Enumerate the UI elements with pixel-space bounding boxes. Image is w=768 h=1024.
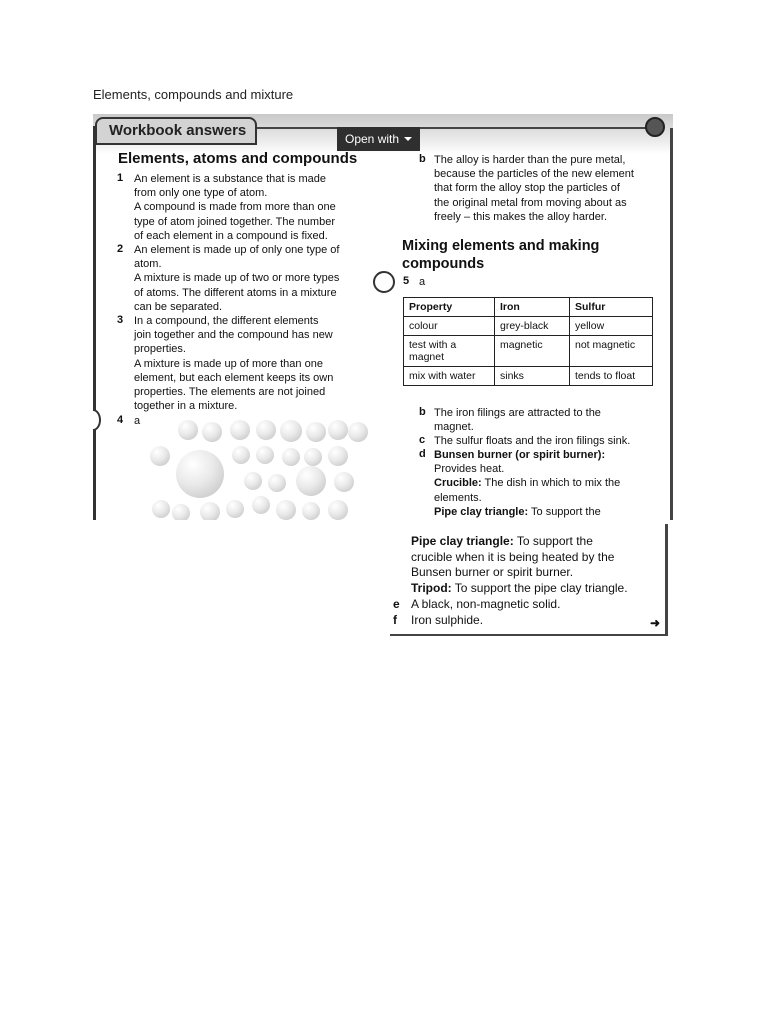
particle (232, 446, 250, 464)
column-header: Sulfur (570, 298, 653, 317)
answer-line: A mixture is made up of two or more types (134, 272, 340, 285)
particle (256, 446, 274, 464)
question-number: 2 (117, 243, 124, 255)
table-cell: yellow (570, 317, 653, 336)
particle (302, 502, 320, 520)
table-cell: test with a magnet (404, 336, 495, 367)
particle-large (176, 450, 224, 498)
particle (334, 472, 354, 492)
question-part: a (134, 415, 141, 427)
margin-marker-icon (93, 409, 101, 431)
left-border (93, 126, 96, 520)
column-header: Iron (495, 298, 570, 317)
particle (348, 422, 368, 442)
particle (268, 474, 286, 492)
continuation-scan-image (390, 524, 668, 636)
particle-diagram (148, 416, 368, 520)
answer-line: of atoms. The different atoms in a mixture (134, 286, 337, 299)
answer-line: atom. (134, 258, 162, 271)
answer-line: join together and the compound has new (134, 329, 333, 342)
definition: crucible when it is being heated by the (411, 549, 615, 564)
particle (252, 496, 270, 514)
answer-line: from only one type of atom. (134, 187, 268, 200)
particle (178, 420, 198, 440)
answer-line: A mixture is made up of more than one (134, 357, 323, 370)
bottom-border (390, 634, 668, 636)
term: Crucible: (434, 477, 482, 490)
table-row (404, 317, 653, 336)
particle (276, 500, 296, 520)
definition: elements. (434, 491, 482, 504)
answer-line: can be separated. (134, 300, 223, 313)
particle (328, 420, 348, 440)
term: Bunsen burner (or spirit burner): (434, 449, 606, 461)
particle (202, 422, 222, 442)
next-arrow-icon[interactable]: ➜ (649, 616, 660, 630)
table-row (404, 336, 653, 367)
section-heading-elements: Elements, atoms and compounds (118, 150, 358, 167)
answer-line: In a compound, the different elements (134, 315, 319, 327)
answer-5b (434, 406, 601, 434)
question-part: a (419, 276, 426, 288)
particle (328, 500, 348, 520)
answer-q1 (134, 172, 336, 243)
particle (304, 448, 322, 466)
open-with-button[interactable] (337, 127, 420, 151)
answer-line: element, but each element keeps its own (134, 371, 334, 384)
answer-q3 (134, 314, 333, 413)
answer-line: that form the alloy stop the particles of (434, 182, 620, 195)
answer-alloy (434, 153, 634, 224)
answer-line: type of atom joined together. The number (134, 215, 335, 228)
particle (282, 448, 300, 466)
answer-line: magnet. (434, 421, 474, 434)
answer-line: properties. (134, 343, 186, 356)
question-number: 1 (117, 172, 124, 184)
header-rule (257, 127, 649, 129)
term: Tripod: (411, 580, 452, 595)
particle (150, 446, 170, 466)
definition: To support the (531, 505, 601, 518)
definition: To support the (513, 534, 593, 548)
answer-line: because the particles of the new element (434, 168, 634, 181)
table-cell: grey-black (495, 317, 570, 336)
table-header-row (404, 298, 653, 317)
question-number: 5 (403, 275, 410, 287)
definition: The dish in which to mix the (484, 477, 621, 490)
table-cell: sinks (495, 367, 570, 386)
table-row (404, 367, 653, 386)
right-border (670, 128, 673, 520)
answer-5c: The sulfur floats and the iron filings sink. (434, 435, 631, 447)
table-cell: not magnetic (570, 336, 653, 367)
workbook-scan-image (93, 114, 673, 520)
margin-circle-icon (373, 271, 395, 293)
section-heading-mixing: Mixing elements and making compounds (402, 238, 600, 272)
table-cell: colour (404, 317, 495, 336)
particle (328, 446, 348, 466)
workbook-tab-label: Workbook answers (109, 122, 247, 139)
particle (244, 472, 262, 490)
column-header: Property (404, 298, 495, 317)
answer-line: An element is a substance that is made (134, 173, 326, 185)
particle (172, 504, 190, 520)
part-label: b (419, 153, 426, 165)
open-with-label: Open with (345, 132, 400, 146)
particle (306, 422, 326, 442)
chevron-down-icon (404, 137, 412, 141)
part-label: d (419, 448, 426, 460)
answer-line: of each element in a compound is fixed. (134, 229, 328, 242)
answer-line: An element is made up of only one type of (134, 244, 340, 256)
term: Pipe clay triangle: (434, 505, 529, 518)
definition: Provides heat. (434, 463, 505, 476)
answer-line: the original metal from moving about as (434, 196, 627, 209)
particle (256, 420, 276, 440)
answer-5d (434, 448, 620, 519)
answer-line: together in a mixture. (134, 400, 238, 413)
right-border (665, 524, 668, 636)
particle (230, 420, 250, 440)
part-label: f (393, 613, 397, 627)
particle (280, 420, 302, 442)
table-cell: magnetic (495, 336, 570, 367)
part-label: b (419, 406, 426, 418)
workbook-tab (95, 117, 257, 145)
document-title: Elements, compounds and mixture (93, 87, 294, 102)
question-number: 4 (117, 414, 124, 426)
part-label: c (419, 434, 426, 446)
particle (226, 500, 244, 518)
answer-line: The iron filings are attracted to the (434, 407, 601, 419)
answer-line: properties. The elements are not joined (134, 386, 326, 399)
properties-table (403, 297, 653, 386)
answer-q2 (134, 243, 339, 314)
definition: To support the pipe clay triangle. (451, 580, 628, 595)
term: Pipe clay triangle: (411, 534, 514, 548)
answer-5e: A black, non-magnetic solid. (411, 597, 561, 611)
answer-line: A compound is made from more than one (134, 201, 336, 214)
answer-line: The alloy is harder than the pure metal, (434, 154, 626, 166)
particle (152, 500, 170, 518)
particle-large (296, 466, 326, 496)
table-cell: mix with water (404, 367, 495, 386)
particle (200, 502, 220, 520)
question-number: 3 (117, 314, 124, 326)
answer-line: freely – this makes the alloy harder. (434, 210, 608, 223)
part-label: e (393, 597, 400, 611)
answer-continued (411, 534, 628, 596)
answer-5f: Iron sulphide. (411, 613, 484, 627)
definition: Bunsen burner or spirit burner. (411, 565, 574, 579)
header-badge-icon (645, 117, 665, 137)
table-cell: tends to float (570, 367, 653, 386)
